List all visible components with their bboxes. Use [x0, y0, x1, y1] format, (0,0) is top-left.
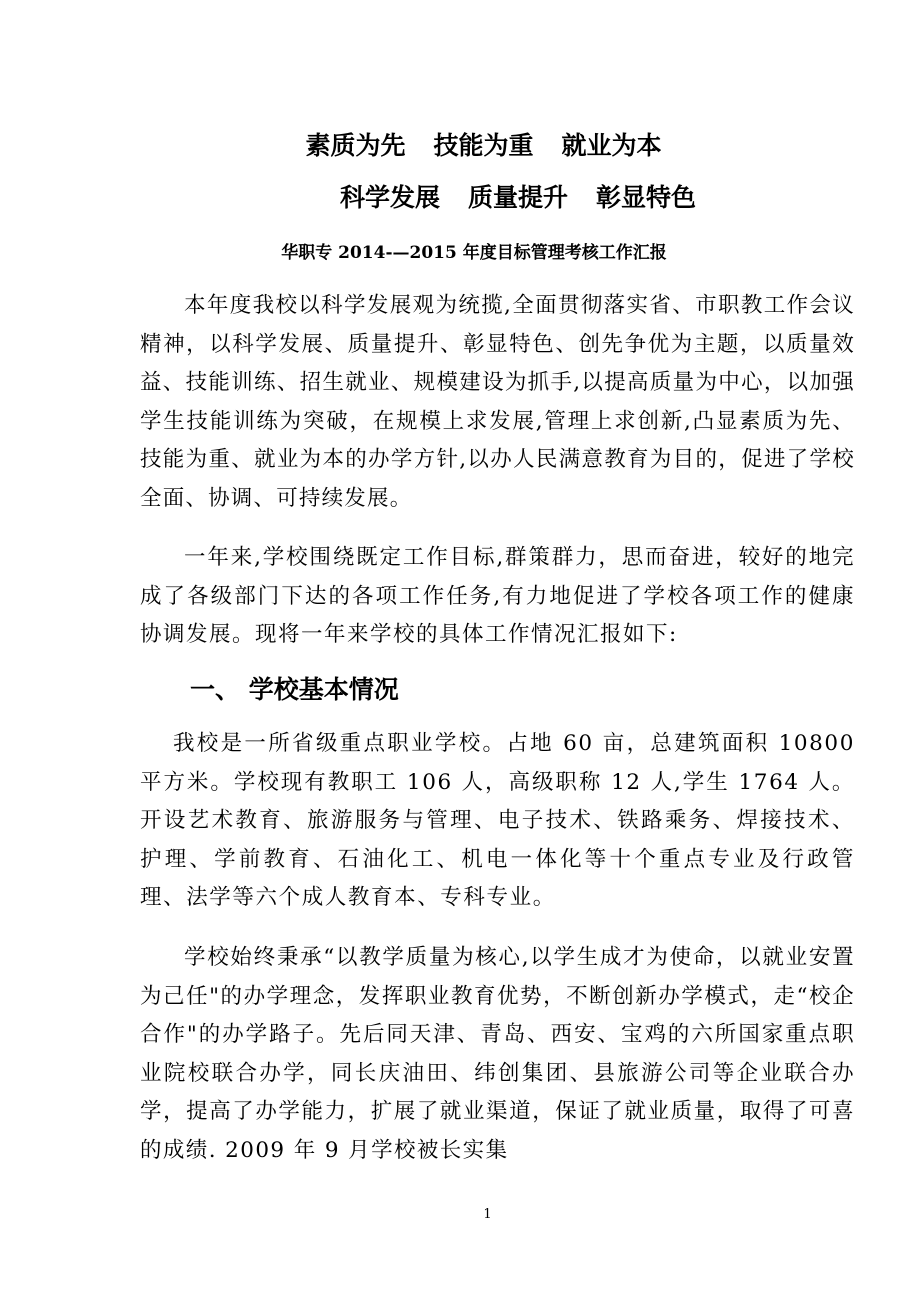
- paragraph-school-philosophy: 学校始终秉承“以教学质量为核心,以学生成才为使命，以就业安置为己任"的办学理念，发挥职业教育优势，不断创新办学模式，走“校企合作"的办学路子。先后同天津、青岛、西安、宝鸡的六所国家重点职业院校联合办学，同长庆油田、纬创集团、县旅游公司等企业联合办学，提高了办学能力，扩展了就业渠道，保证了就业质量，取得了可喜的成绩. 2009 年 9 月学校被长实集: [140, 945, 855, 1163]
- title-line-2-part-2: 质量提升: [468, 183, 569, 212]
- paragraph-school-overview: 我校是一所省级重点职业学校。占地 60 亩，总建筑面积 10800 平方米。学校现有教职工 106 人，高级职称 12 人,学生 1764 人。开设艺术教育、旅游服务与管理、电子技术、铁路乘务、焊接技术、护理、学前教育、石油化工、机电一体化等十个重点专业及行政管理、法学等六个成人教育本、专科专业。: [140, 731, 855, 911]
- title-line-2: [340, 180, 696, 216]
- title-line-2-part-3: 彰显特色: [596, 183, 697, 212]
- section-heading-school-basic-info: 一、 学校基本情况: [190, 675, 399, 704]
- report-subtitle: 华职专 2014-—2015 年度目标管理考核工作汇报: [281, 243, 667, 263]
- title-line-2-part-1: 科学发展: [340, 183, 441, 212]
- paragraph-summary: 一年来,学校围绕既定工作目标,群策群力，思而奋进，较好的地完成了各级部门下达的各项工作任务,有力地促进了学校各项工作的健康协调发展。现将一年来学校的具体工作情况汇报如下:: [140, 545, 855, 648]
- paragraph-intro: 本年度我校以科学发展观为统揽,全面贯彻落实省、市职教工作会议精神，以科学发展、质量提升、彰显特色、创先争优为主题，以质量效益、技能训练、招生就业、规模建设为抓手,以提高质量为中心，以加强学生技能训练为突破，在规模上求发展,管理上求创新,凸显素质为先、技能为重、就业为本的办学方针,以办人民满意教育为目的，促进了学校全面、协调、可持续发展。: [140, 293, 855, 511]
- title-line-1-part-3: 就业为本: [561, 131, 662, 160]
- title-line-1: [0, 128, 920, 164]
- title-line-1-part-2: 技能为重: [433, 131, 534, 160]
- title-line-1-part-1: 素质为先: [305, 131, 406, 160]
- page-number: 1: [483, 1207, 492, 1222]
